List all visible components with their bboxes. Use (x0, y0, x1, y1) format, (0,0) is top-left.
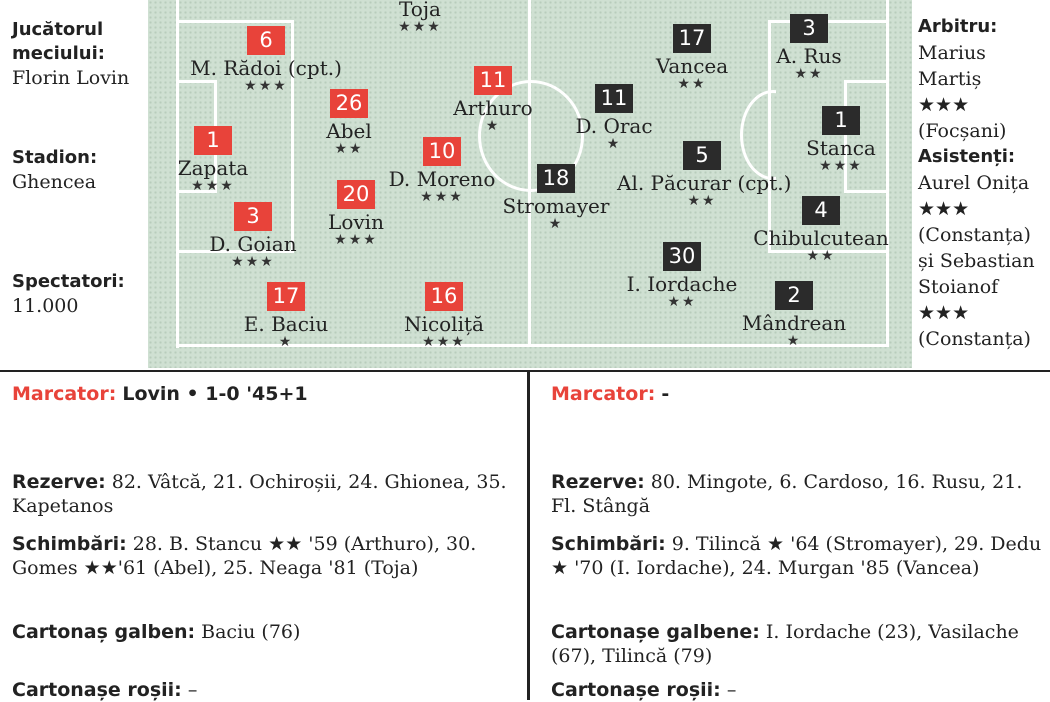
player-number: 17 (267, 282, 305, 311)
away-player (724, 14, 894, 81)
player-number: 4 (802, 196, 840, 225)
player-name: Lovin (328, 210, 384, 234)
player-name: I. Iordache (626, 272, 738, 296)
player-rating: ★★★ (819, 158, 863, 174)
player-rating: ★★ (806, 248, 836, 264)
player-name: Arthuro (453, 96, 533, 120)
substitutes-label: Rezerve: (551, 471, 645, 493)
red-cards (551, 678, 1046, 702)
yellow-cards (551, 620, 1046, 668)
player-number: 10 (423, 137, 461, 166)
player-name: Stanca (806, 136, 876, 160)
player-number: 5 (683, 141, 721, 170)
spectators-value: 11.000 (12, 295, 79, 317)
player-number: 16 (425, 282, 463, 311)
assistant-rating: ★★★ (918, 198, 970, 220)
player-rating: ★★★ (398, 19, 442, 35)
assistant-city: (Constanța) (918, 224, 1031, 246)
player-name: D. Goian (209, 232, 297, 256)
player-rating: ★★ (667, 294, 697, 310)
substitutes-value: 82. Vâtcă, 21. Ochiroșii, 24. Ghionea, 35. Kapetanos (12, 471, 507, 517)
player-name: A. Rus (776, 44, 842, 68)
away-player (709, 281, 879, 348)
red-cards-label: Cartonașe roșii: (12, 679, 182, 701)
assistant-name: Aurel Onița (918, 172, 1030, 194)
player-number: 17 (673, 24, 711, 53)
stadium-label: Stadion: (12, 147, 98, 168)
player-number: 3 (234, 202, 272, 231)
player-rating: ★★★ (420, 189, 464, 205)
player-number: 6 (247, 26, 285, 55)
player-number: 20 (337, 180, 375, 209)
changes-label: Schimbări: (551, 533, 666, 555)
player-name: Chibulcutean (753, 226, 889, 250)
yellow-cards-value: Baciu (76) (201, 621, 301, 643)
horizontal-divider (0, 370, 1050, 372)
home-player (201, 282, 371, 349)
player-rating: ★★★ (422, 334, 466, 350)
player-name: Nicoliță (404, 312, 484, 336)
player-rating: ★★★ (231, 254, 275, 270)
player-name: Mândrean (741, 311, 847, 335)
player-number: 2 (775, 281, 813, 310)
player-of-match-label: Jucătorul meciului: (12, 19, 105, 64)
yellow-cards (12, 620, 522, 644)
home-player (181, 26, 351, 93)
player-rating: ★ (485, 118, 501, 134)
player-name: M. Rădoi (cpt.) (190, 56, 342, 80)
referee-city: (Focșani) (918, 120, 1007, 142)
changes-label: Schimbări: (12, 533, 127, 555)
player-number: 11 (474, 66, 512, 95)
stadium (12, 146, 97, 194)
player-name: Toja (399, 0, 441, 21)
red-cards-value: – (187, 679, 198, 701)
referee-label: Arbitru: (918, 16, 998, 37)
scorer-label: Marcator: (12, 383, 117, 405)
referee-rating: ★★★ (918, 94, 970, 116)
player-name: D. Moreno (388, 167, 496, 191)
assistant-rating: ★★★ (918, 302, 970, 324)
player-rating: ★ (786, 333, 802, 349)
player-number: 11 (595, 84, 633, 113)
yellow-cards-value: I. Iordache (23), Vasilache (67), Tilincă (79) (551, 621, 1019, 667)
player-rating: ★ (548, 216, 564, 232)
player-name: Vancea (655, 54, 729, 78)
player-name: Zapata (177, 156, 249, 180)
player-rating: ★★★ (244, 78, 288, 94)
player-rating: ★ (278, 334, 294, 350)
player-name: D. Orac (575, 114, 653, 138)
vertical-divider (527, 372, 530, 700)
scorer-label: Marcator: (551, 383, 656, 405)
away-player (471, 164, 641, 231)
assistant-city: (Constanța) (918, 328, 1031, 350)
scorer-value: - (661, 383, 670, 405)
player-number: 30 (663, 242, 701, 271)
player-number: 1 (822, 106, 860, 135)
spectators (12, 270, 125, 318)
scorer-line (551, 382, 1046, 406)
home-player (335, 0, 505, 34)
player-rating: ★★ (334, 141, 364, 157)
player-number: 18 (537, 164, 575, 193)
match-officials (918, 14, 1048, 352)
player-name: Al. Păcurar (cpt.) (617, 171, 792, 195)
spectators-label: Spectatori: (12, 271, 125, 292)
changes (551, 532, 1046, 580)
yellow-cards-label: Cartonaș galben: (12, 621, 196, 643)
red-cards (12, 678, 522, 702)
scorer-value: Lovin • 1-0 '45+1 (122, 383, 308, 405)
referee-name: Marius Martiș (918, 42, 986, 90)
substitutes (551, 470, 1046, 518)
substitutes-value: 80. Mingote, 6. Cardoso, 16. Rusu, 21. Fl. Stângă (551, 471, 1023, 517)
player-number: 1 (194, 126, 232, 155)
player-rating: ★★ (794, 66, 824, 82)
player-number: 26 (330, 89, 368, 118)
player-name: Abel (326, 119, 372, 143)
player-name: Stromayer (502, 194, 610, 218)
player-of-match (12, 18, 132, 90)
yellow-cards-label: Cartonașe galbene: (551, 621, 760, 643)
player-rating: ★★★ (191, 178, 235, 194)
red-cards-label: Cartonașe roșii: (551, 679, 721, 701)
substitutes-label: Rezerve: (12, 471, 106, 493)
scorer-line (12, 382, 522, 406)
stadium-value: Ghencea (12, 171, 97, 193)
substitutes (12, 470, 522, 518)
home-player (168, 202, 338, 269)
player-name: E. Baciu (243, 312, 329, 336)
assistants-label: Asistenți: (918, 146, 1016, 167)
player-rating: ★★ (687, 193, 717, 209)
assistant-name: și Sebastian Stoianof (918, 250, 1035, 298)
changes-value: 9. Tilincă ★ '64 (Stromayer), 29. Dedu ★ '70 (I. Iordache), 24. Murgan '85 (Vancea) (551, 533, 1042, 579)
red-cards-value: – (726, 679, 737, 701)
player-rating: ★★★ (334, 232, 378, 248)
player-rating: ★ (606, 136, 622, 152)
home-player (359, 282, 529, 349)
changes (12, 532, 522, 580)
player-rating: ★★ (677, 76, 707, 92)
player-number: 3 (790, 14, 828, 43)
player-of-match-value: Florin Lovin (12, 67, 130, 89)
changes-value: 28. B. Stancu ★★ '59 (Arthuro), 30. Gomes ★★'61 (Abel), 25. Neaga '81 (Toja) (12, 533, 477, 579)
